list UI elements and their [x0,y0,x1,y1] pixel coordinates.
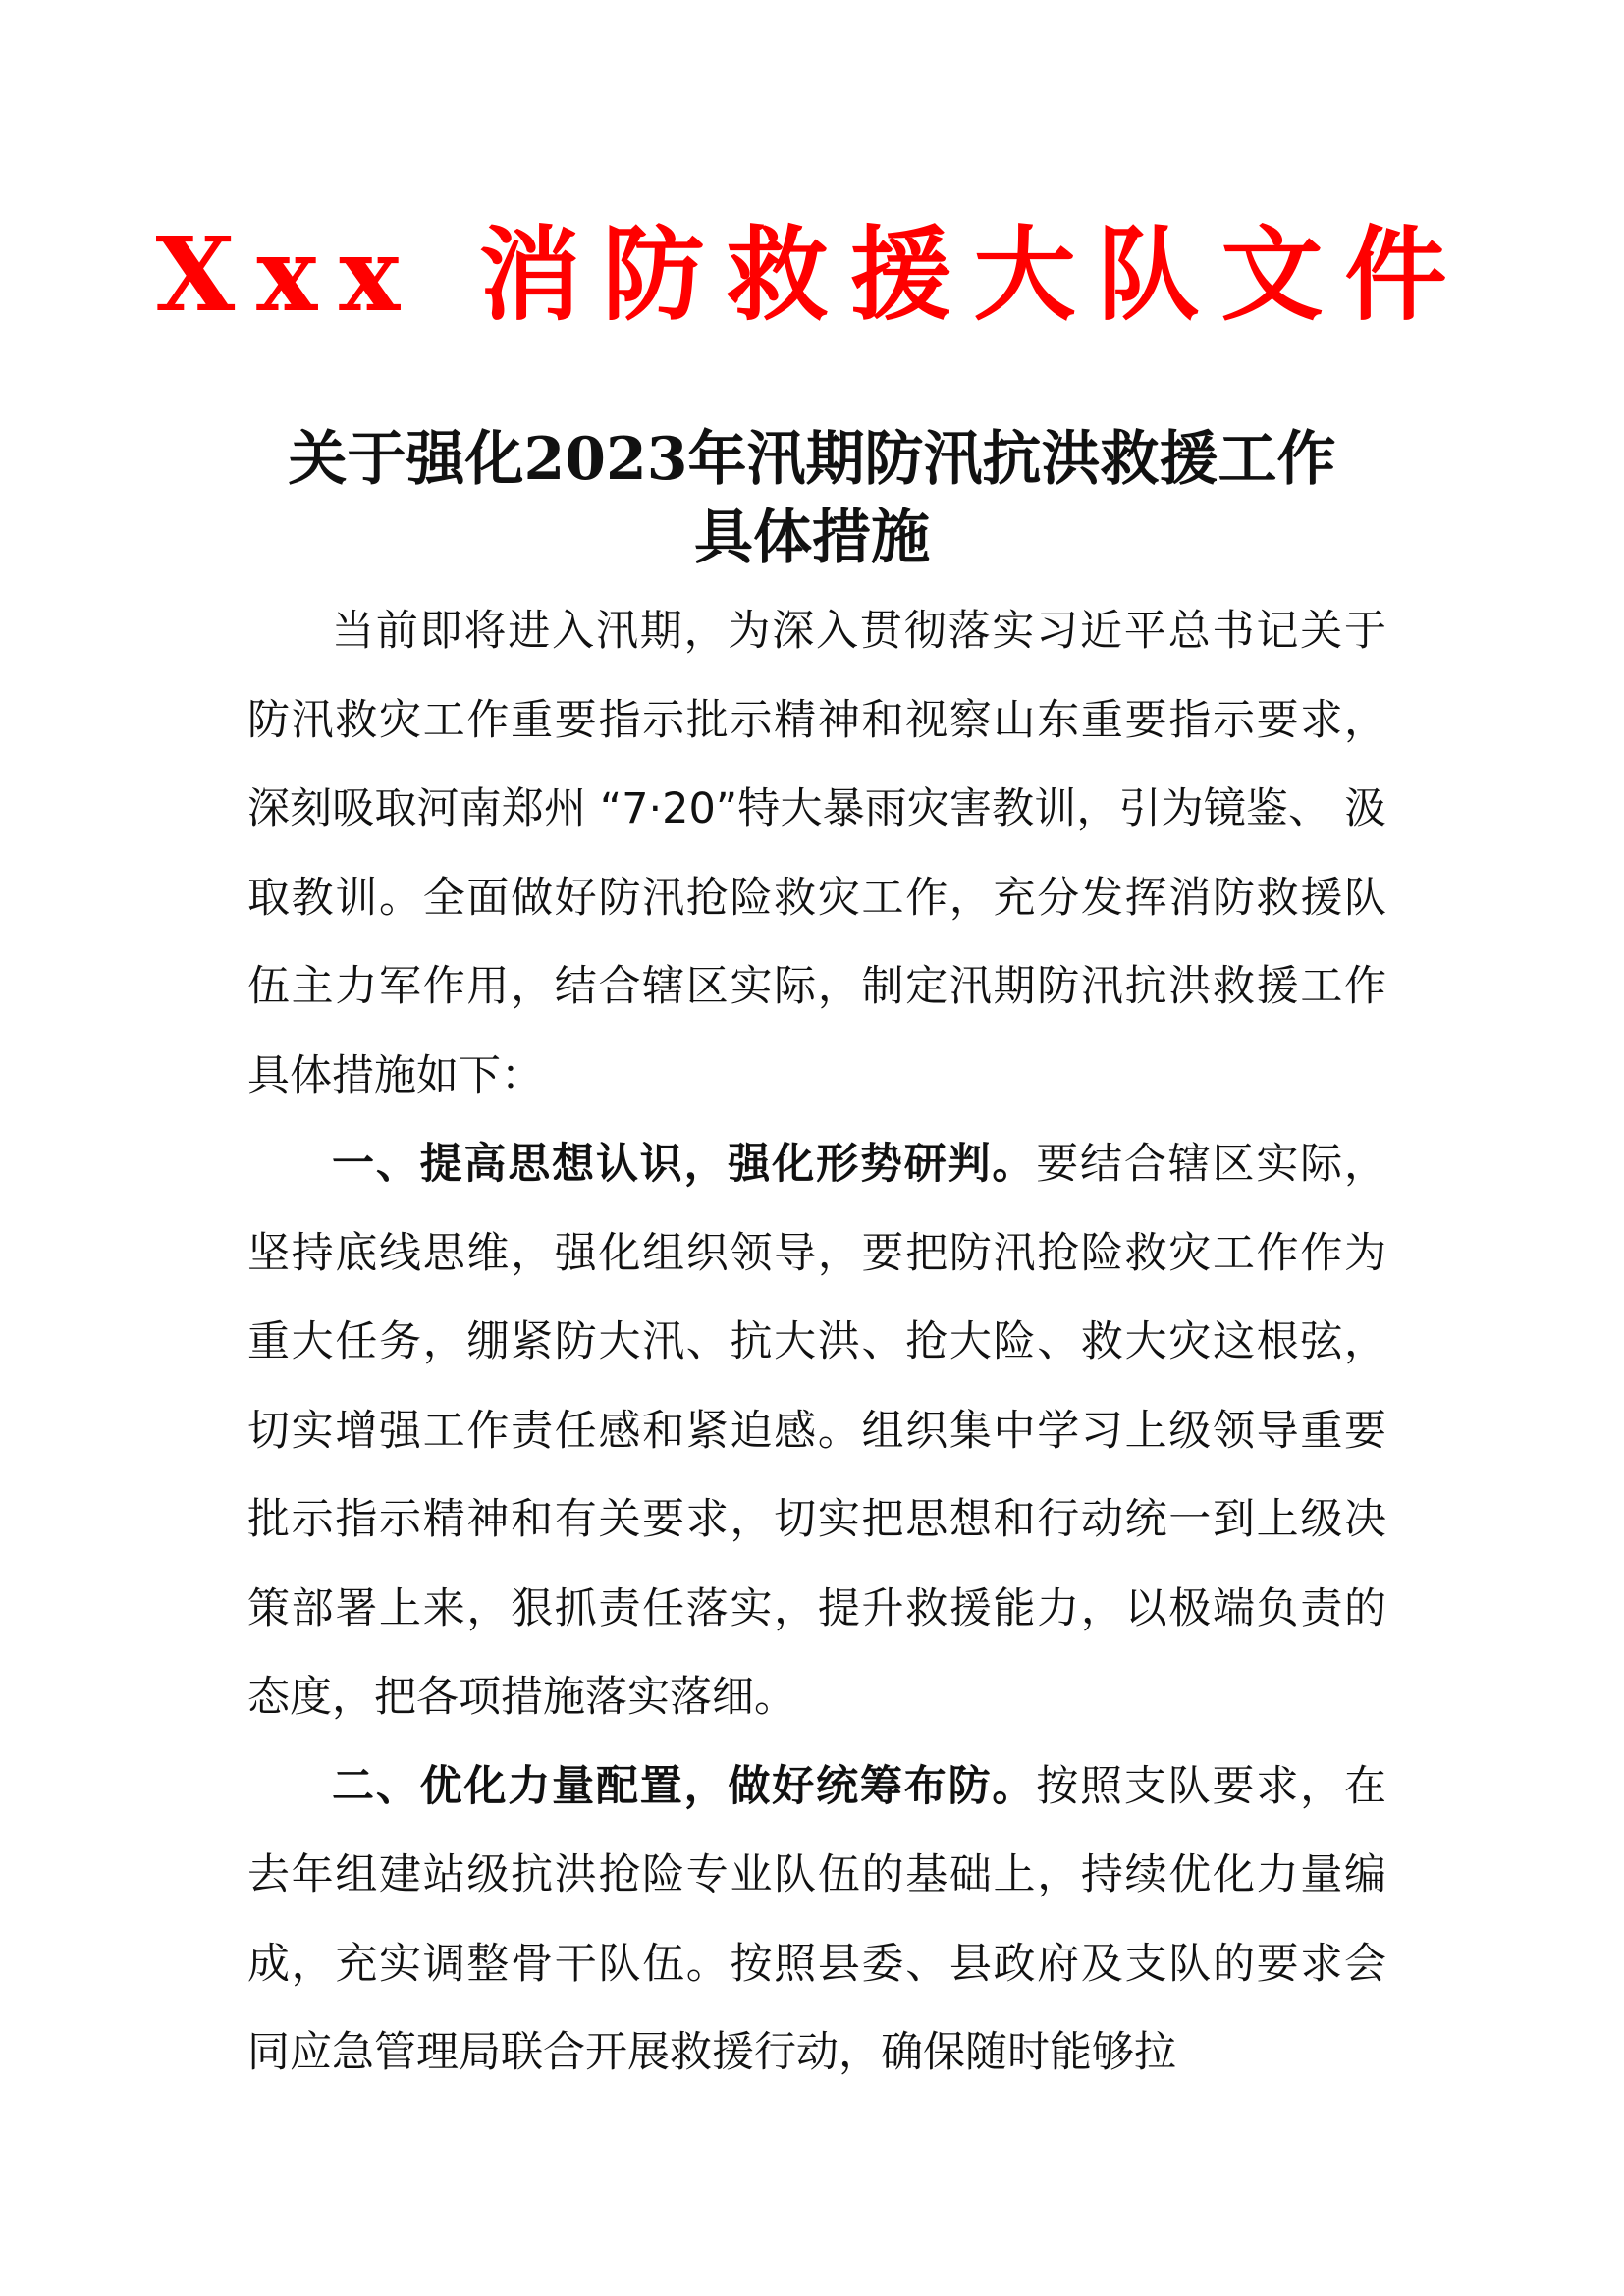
document-title-line-2: 具体措施 [694,504,930,572]
section-heading: 二、优化力量配置，做好统筹布防。 [332,1761,1037,1811]
paragraph-intro [247,587,1386,1120]
document-body [247,587,1386,2098]
paragraph-text: 当前即将进入汛期，为深入贯彻落实习近平总书记关于防汛救灾工作重要指示批示精神和视察山东重要指示要求，深刻吸取河南郑州 “7·20”特大暴雨灾害教训，引为镜鉴、 汲取教训。全面做好防汛抢险救灾工作，充分发挥消防救援队伍主力军作用，结合辖区实际，制定汛期防汛抗洪救援工作具体措施如下： [247,607,1386,1100]
paragraph-text: 要结合辖区实际，坚持底线思维，强化组织领导，要把防汛抢险救灾工作作为重大任务，绷紧防大汛、抗大洪、抢大险、救大灾这根弦，切实增强工作责任感和紧迫感。组织集中学习上级领导重要批示指示精神和有关要求，切实把思想和行动统一到上级决策部署上来，狠抓责任落实，提升救援能力，以极端负责的态度，把各项措施落实落细。 [247,1140,1387,1722]
paragraph-section-1 [247,1120,1386,1742]
paragraph-section-2 [247,1742,1386,2098]
paragraph-text: 按照支队要求，在去年组建站级抗洪抢险专业队伍的基础上，持续优化力量编成，充实调整骨干队伍。按照县委、县政府及支队的要求会同应急管理局联合开展救援行动，确保随时能够拉 [247,1761,1387,2077]
section-heading: 一、提高思想认识，强化形势研判。 [332,1140,1037,1189]
document-title-line-1: 关于强化2023年汛期防汛抗洪救援工作 [288,425,1336,494]
document-red-header: Xxx 消防救援大队文件 [155,214,1469,335]
